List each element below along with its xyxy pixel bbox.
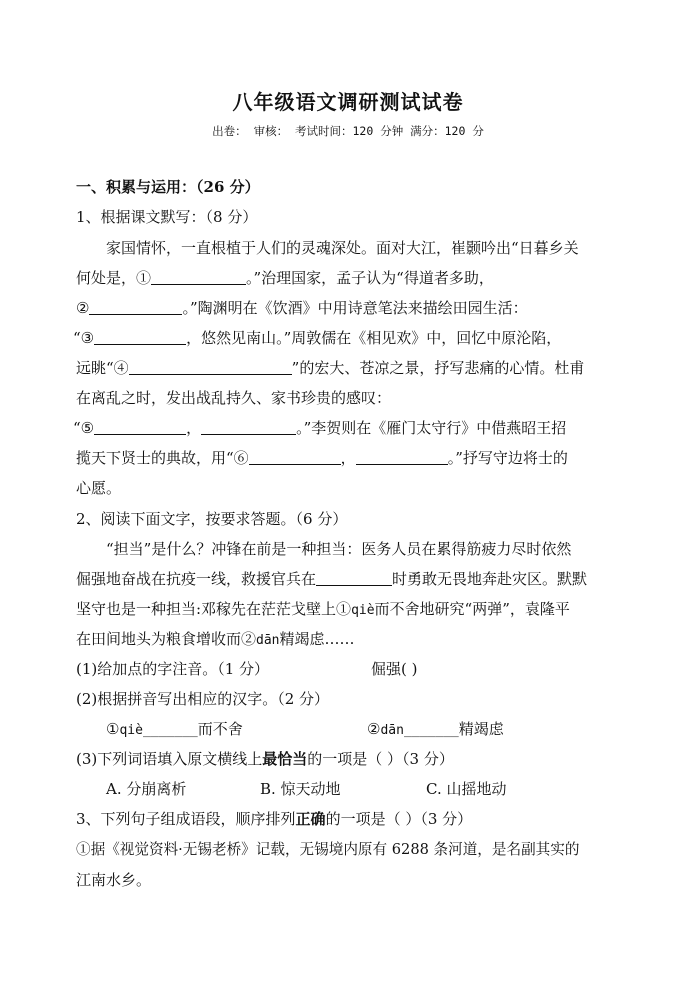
q2-sub-3-text: (3)下列词语填入原文横线上 — [76, 750, 263, 768]
answer-blank-2[interactable] — [89, 298, 182, 315]
q2-item-a: ① — [106, 720, 120, 738]
q3-emphasis: 正确 — [295, 810, 326, 828]
q2-sub-3-text: 的一项是（ ）（3 分） — [307, 750, 454, 768]
q1-text: “⑤ — [73, 419, 95, 437]
q1-text: ”的宏大、苍凉之景，抒写悲痛的心情。杜甫 — [291, 359, 585, 377]
q2-text: 时勇敢无畏地奔赴灾区。默默 — [392, 570, 588, 588]
q1-text: “③ — [73, 329, 95, 347]
q1-text: 。”陶渊明在《饮酒》中用诗意笔法来描绘田园生活： — [182, 299, 528, 317]
q2-passage-3 — [76, 599, 636, 621]
q1-text: 。”李贺则在《雁门太守行》中借燕昭王招 — [296, 419, 567, 437]
answer-blank-6a[interactable] — [249, 448, 341, 465]
q2-item-b: ② — [367, 720, 381, 738]
q1-line-9: 心愿。 — [76, 479, 122, 497]
q1-text: ， — [186, 419, 202, 437]
q1-line-5 — [76, 358, 636, 378]
q3-text: 的一项是（ ）（3 分） — [325, 810, 473, 828]
pinyin-qie-2: qiè — [119, 723, 143, 738]
q1-text: 。”治理国家，孟子认为“得道者多助， — [246, 269, 494, 287]
question-3-title — [76, 809, 636, 829]
answer-blank-5a[interactable] — [94, 418, 186, 435]
q1-text: ② — [76, 299, 90, 317]
q2-sub-1 — [76, 659, 636, 679]
q1-text: ， — [340, 449, 356, 467]
q1-line-3 — [76, 298, 636, 318]
q2-text: 而不舍地研究“两弹”，袁隆平 — [374, 600, 570, 618]
q2-sub-1-answer[interactable]: 倔强( ) — [371, 660, 418, 678]
q2-sub-1-label: (1)给加点的字注音。（1 分） — [76, 660, 270, 678]
q2-sub-3 — [76, 749, 636, 769]
q2-text: 在田间地头为粮食增收而② — [76, 630, 257, 648]
q1-text: ，悠然见南山。”周敦儒在《相见欢》中，回忆中原沦陷， — [186, 329, 562, 347]
q1-line-6: 在离乱之时，发出战乱持久、家书珍贵的感叹： — [76, 389, 392, 407]
question-1-title: 1、根据课文默写：（8 分） — [76, 208, 258, 226]
q2-text: 精竭虑…… — [279, 630, 355, 648]
q2-item-b-tail: 精竭虑 — [458, 720, 504, 738]
option-a[interactable]: A. 分崩离析 — [106, 780, 187, 798]
q3-text: 3、下列句子组成语段，顺序排列 — [76, 810, 296, 828]
section-heading: 一、积累与运用：（26 分） — [76, 178, 260, 196]
q1-line-1: 家国情怀，一直根植于人们的灵魂深处。面对大江，崔颢吟出“日暮乡关 — [106, 239, 579, 257]
q2-item-a-tail: 而不舍 — [197, 720, 243, 738]
q1-text: 远眺“④ — [76, 359, 129, 377]
q2-text: 坚守也是一种担当:邓稼先在茫茫戈壁上① — [76, 600, 352, 618]
pinyin-dan-2: dān — [380, 723, 404, 738]
q1-line-2 — [76, 268, 636, 288]
q2-sub-2-label: (2)根据拼音写出相应的汉字。（2 分） — [76, 690, 330, 708]
q2-text: 倔强地奋战在抗疫一线，救援官兵在 — [76, 570, 317, 588]
exam-info: 出卷： 审核： 考试时间：120 分钟 满分：120 分 — [212, 124, 484, 138]
q1-text: 何处是，① — [76, 269, 152, 287]
q2-passage-2 — [76, 569, 636, 589]
pinyin-qie: qiè — [351, 603, 375, 618]
answer-blank-qie[interactable]: _______ — [142, 723, 198, 738]
q1-text: 。”抒写守边将士的 — [447, 449, 568, 467]
answer-blank-4[interactable] — [129, 358, 292, 375]
q2-item-b-group — [367, 719, 504, 741]
q3-sentence-1: ①据《视觉资料·无锡老桥》记载，无锡境内原有 6288 条河道，是名副其实的 — [76, 841, 580, 858]
answer-blank-passage[interactable] — [316, 569, 392, 586]
question-2-title: 2、阅读下面文字，按要求答题。（6 分） — [76, 510, 348, 528]
q2-passage-1: “担当”是什么？冲锋在前是一种担当：医务人员在累得筋疲力尽时依然 — [106, 540, 572, 558]
answer-blank-3[interactable] — [94, 328, 186, 345]
option-b[interactable]: B. 惊天动地 — [260, 780, 341, 798]
answer-blank-dan[interactable]: _______ — [403, 723, 459, 738]
q2-passage-4 — [76, 629, 636, 651]
pinyin-dan: dān — [256, 633, 280, 648]
q1-line-4 — [73, 328, 633, 348]
q1-line-8 — [76, 448, 636, 468]
answer-blank-6b[interactable] — [356, 448, 448, 465]
q2-sub-2-items — [106, 719, 666, 741]
q3-sentence-1-cont: 江南水乡。 — [76, 871, 152, 889]
q1-text: 揽天下贤士的典故，用“⑥ — [76, 449, 249, 467]
q1-line-7 — [73, 418, 633, 438]
q2-sub-3-emphasis: 最恰当 — [262, 750, 308, 768]
page-title: 八年级语文调研测试试卷 — [232, 90, 464, 114]
option-c[interactable]: C. 山摇地动 — [426, 780, 507, 798]
answer-blank-5b[interactable] — [201, 418, 296, 435]
answer-blank-1[interactable] — [151, 268, 246, 285]
